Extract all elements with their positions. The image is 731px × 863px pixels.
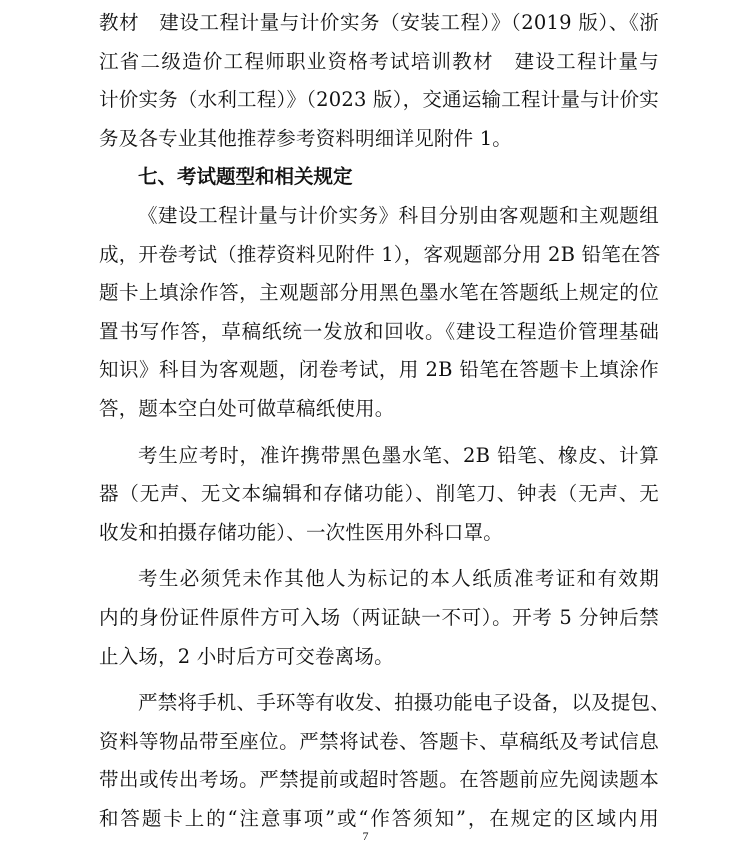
text-line: 内的身份证件原件方可入场（两证缺一不可）。开考 5 分钟后禁: [99, 605, 659, 629]
document-body: [99, 4, 670, 838]
paragraph-admission: [99, 560, 659, 676]
text-line: 教材 建设工程计量与计价实务（安装工程）》（2019 版）、《浙: [99, 11, 659, 34]
text-line: 《建设工程计量与计价实务》科目分别由客观题和主观题组: [138, 203, 659, 227]
text-line: 成，开卷考试（推荐资料见附件 1），客观题部分用 2B 铅笔在答: [99, 242, 661, 266]
text-line: 知识》科目为客观题，闭卷考试，用 2B 铅笔在答题卡上填涂作: [99, 358, 659, 382]
paragraph-prohibitions: [99, 684, 670, 838]
text-line: 考生应考时，准许携带黑色墨水笔、2B 铅笔、橡皮、计算: [138, 443, 659, 467]
text-line: 资料等物品带至座位。严禁将试卷、答题卡、草稿纸及考试信息: [99, 729, 659, 753]
text-line: 带出或传出考场。严禁提前或超时答题。在答题前应先阅读题本: [99, 768, 659, 792]
text-line: 置书写作答，草稿纸统一发放和回收。《建设工程造价管理基础: [99, 319, 659, 343]
page-number: 7: [362, 829, 369, 843]
text-line: 收发和拍摄存储功能）、一次性医用外科口罩。: [99, 520, 503, 544]
text-line: 题卡上填涂作答，主观题部分用黑色墨水笔在答题纸上规定的位: [99, 281, 659, 305]
text-line: 止入场，2 小时后方可交卷离场。: [99, 644, 394, 668]
text-line: 计价实务（水利工程）》（2023 版），交通运输工程计量与计价实: [99, 88, 659, 112]
text-line: 务及各专业其他推荐参考资料明细详见附件 1。: [99, 126, 513, 150]
text-line: 答，题本空白处可做草稿纸使用。: [99, 396, 395, 420]
text-line: 严禁将手机、手环等有收发、拍摄功能电子设备，以及提包、: [138, 691, 670, 715]
text-line: 器（无声、无文本编辑和存储功能）、削笔刀、钟表（无声、无: [99, 482, 659, 506]
section-heading: 七、考试题型和相关规定: [138, 165, 353, 189]
text-line: 和答题卡上的“注意事项”或“作答须知”，在规定的区域内用: [99, 806, 659, 830]
text-line: 考生必须凭未作其他人为标记的本人纸质准考证和有效期: [138, 567, 659, 591]
paragraph-continued: [99, 4, 659, 158]
paragraph-exam-format: [99, 197, 659, 429]
text-line: 江省二级造价工程师职业资格考试培训教材 建设工程计量与: [99, 49, 659, 73]
paragraph-allowed-items: [99, 437, 659, 553]
